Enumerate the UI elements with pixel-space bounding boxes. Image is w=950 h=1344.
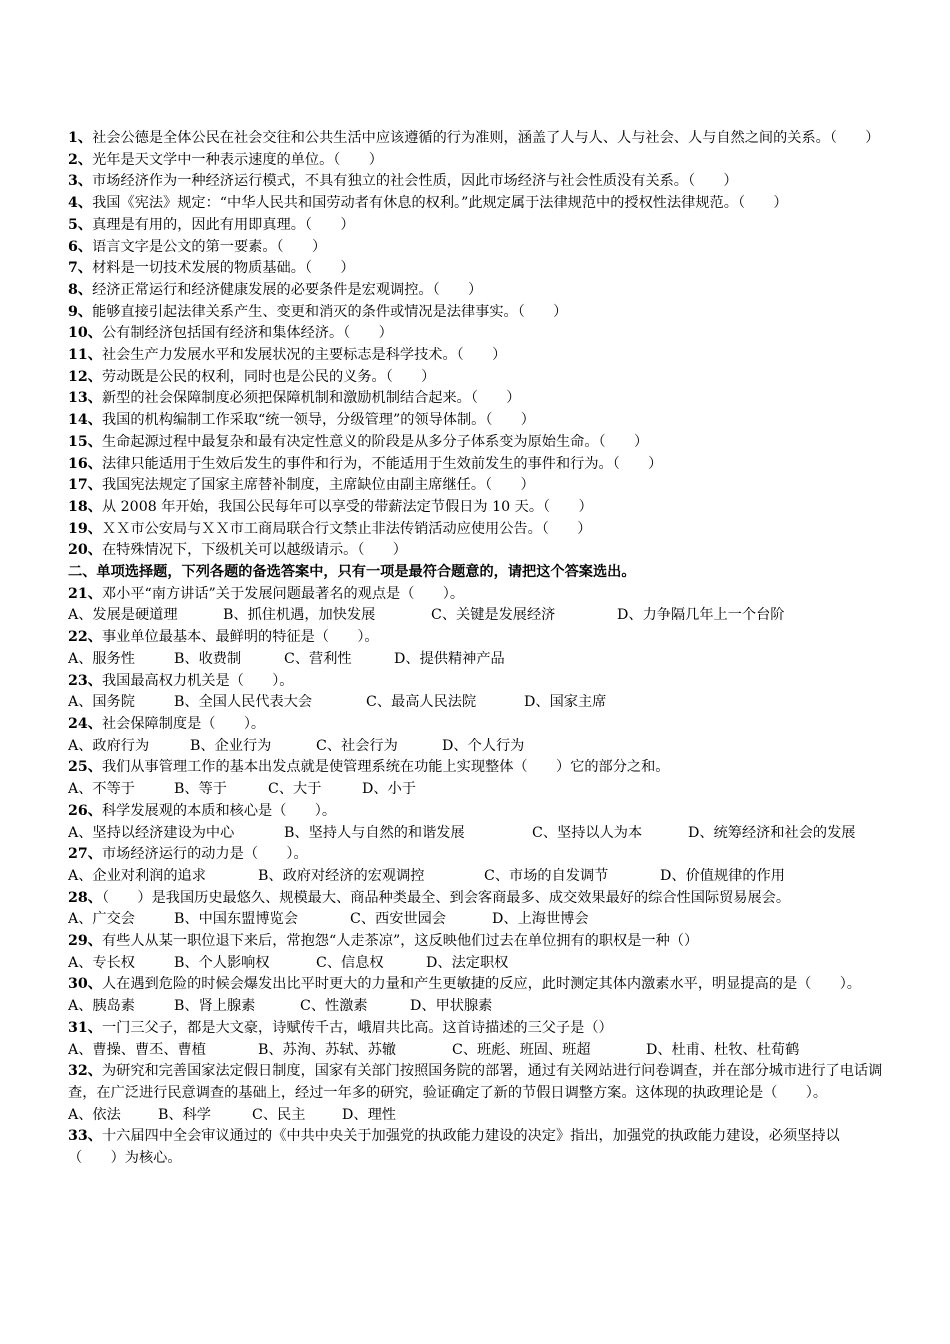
option-b: B、个人影响权 [174, 954, 270, 971]
option-c: C、性激素 [300, 998, 368, 1015]
option-a: A、依法 [68, 1106, 121, 1123]
option-c: C、信息权 [316, 954, 384, 971]
option-a: A、发展是硬道理 [68, 607, 178, 624]
option-c: C、营利性 [284, 650, 352, 667]
option-c: C、大于 [268, 781, 322, 798]
document-page [68, 128, 886, 1170]
question-16: 16、法律只能适用于生效后发生的事件和行为，不能适用于生效前发生的事件和行为。（ ） [68, 455, 663, 472]
option-b: B、政府对经济的宏观调控 [258, 867, 425, 884]
options-27 [68, 866, 886, 888]
question-5: 5、真理是有用的，因此有用即真理。（ ） [68, 216, 355, 233]
question-31: 31、一门三父子，都是大文豪，诗赋传千古，峨眉共比高。这首诗描述的三父子是（） [68, 1019, 613, 1036]
option-b: B、坚持人与自然的和谐发展 [284, 824, 465, 841]
option-c: C、坚持以人为本 [532, 824, 643, 841]
option-a: A、服务性 [68, 650, 135, 667]
option-a: A、胰岛素 [68, 998, 135, 1015]
question-8: 8、经济正常运行和经济健康发展的必要条件是宏观调控。（ ） [68, 281, 483, 298]
option-d: D、小于 [362, 781, 416, 798]
option-d: D、价值规律的作用 [660, 867, 785, 884]
option-d: D、国家主席 [524, 694, 607, 711]
option-a: A、曹操、曹丕、曹植 [68, 1041, 206, 1058]
option-a: A、国务院 [68, 694, 135, 711]
option-a: A、广交会 [68, 911, 135, 928]
question-15: 15、生命起源过程中最复杂和最有决定性意义的阶段是从多分子体系变为原始生命。（ ） [68, 433, 649, 450]
option-b: B、中国东盟博览会 [174, 911, 298, 928]
option-d: D、力争隔几年上一个台阶 [617, 607, 785, 624]
option-c: C、社会行为 [316, 737, 398, 754]
options-22 [68, 649, 886, 671]
question-24: 24、社会保障制度是（ ）。 [68, 715, 266, 732]
question-17: 17、我国宪法规定了国家主席替补制度，主席缺位由副主席继任。（ ） [68, 477, 535, 494]
question-2: 2、光年是天文学中一种表示速度的单位。（ ） [68, 151, 383, 168]
option-d: D、提供精神产品 [394, 650, 505, 667]
option-a: A、政府行为 [68, 737, 150, 754]
section-heading: 二、单项选择题，下列各题的备选答案中，只有一项是最符合题意的，请把这个答案选出。 [68, 564, 636, 581]
question-10: 10、公有制经济包括国有经济和集体经济。（ ） [68, 325, 393, 342]
question-20: 20、在特殊情况下，下级机关可以越级请示。（ ） [68, 542, 407, 559]
option-d: D、法定职权 [426, 954, 509, 971]
question-1: 1、社会公德是全体公民在社会交往和公共生活中应该遵循的行为准则，涵盖了人与人、人与社会、人与自然之间的关系。（ ） [68, 130, 880, 146]
question-9: 9、能够直接引起法律关系产生、变更和消灭的条件或情况是法律事实。（ ） [68, 303, 568, 320]
option-c: C、关键是发展经济 [431, 607, 556, 624]
option-c: C、最高人民法院 [366, 694, 477, 711]
option-b: B、收费制 [174, 650, 242, 667]
question-27: 27、市场经济运行的动力是（ ）。 [68, 846, 308, 863]
question-19: 19、ＸＸ市公安局与ＸＸ市工商局联合行文禁止非法传销活动应使用公告。（ ） [68, 520, 592, 537]
question-3: 3、市场经济作为一种经济运行模式，不具有独立的社会性质，因此市场经济与社会性质没有关系。（ ） [68, 173, 738, 190]
question-29: 29、有些人从某一职位退下来后，常抱怨“人走茶凉”，这反映他们过去在单位拥有的职权是一种（） [68, 933, 699, 950]
question-22: 22、事业单位最基本、最鲜明的特征是（ ）。 [68, 629, 379, 646]
option-b: B、苏洵、苏轼、苏辙 [258, 1041, 397, 1058]
option-d: D、理性 [342, 1106, 396, 1123]
question-4: 4、我国《宪法》规定：“中华人民共和国劳动者有休息的权利。”此规定属于法律规范中的授权性法律规范。（ ） [68, 195, 788, 212]
option-b: B、抓住机遇，加快发展 [223, 607, 376, 624]
question-25: 25、我们从事管理工作的基本出发点就是使管理系统在功能上实现整体（ ）它的部分之和。 [68, 759, 670, 776]
option-b: B、企业行为 [190, 737, 272, 754]
question-14: 14、我国的机构编制工作采取“统一领导，分级管理”的领导体制。（ ） [68, 412, 535, 429]
options-24 [68, 736, 886, 758]
options-28 [68, 909, 886, 931]
options-29 [68, 953, 886, 975]
question-26: 26、科学发展观的本质和核心是（ ）。 [68, 802, 337, 819]
question-28: 28、（ ）是我国历史最悠久、规模最大、商品种类最全、到会客商最多、成交效果最好的综合性国际贸易展会。 [68, 889, 791, 906]
question-6: 6、语言文字是公文的第一要素。（ ） [68, 238, 327, 255]
option-c: C、民主 [252, 1106, 306, 1123]
option-b: B、等于 [174, 781, 227, 798]
options-21 [68, 605, 886, 627]
option-d: D、统筹经济和社会的发展 [688, 824, 856, 841]
question-12: 12、劳动既是公民的权利，同时也是公民的义务。（ ） [68, 368, 436, 385]
option-d: D、上海世博会 [492, 911, 589, 928]
question-32: 32、为研究和完善国家法定假日制度，国家有关部门按照国务院的部署，通过有关网站进行问卷调查，并在部分城市进行了电话调查，在广泛进行民意调查的基础上，经过一年多的研究，验证确定了新的节假日调整方案。这体现的执政理论是（ ）。 [68, 1063, 883, 1101]
question-33: 33、十六届四中全会审议通过的《中共中央关于加强党的执政能力建设的决定》指出，加强党的执政能力建设，必须坚持以（ ）为核心。 [68, 1128, 840, 1167]
option-c: C、市场的自发调节 [484, 867, 609, 884]
options-23 [68, 692, 886, 714]
option-d: D、个人行为 [442, 737, 525, 754]
option-c: C、西安世园会 [350, 911, 446, 928]
options-25 [68, 779, 886, 801]
option-d: D、杜甫、杜牧、杜荀鹤 [646, 1041, 800, 1058]
option-d: D、甲状腺素 [410, 998, 493, 1015]
option-c: C、班彪、班固、班超 [452, 1041, 591, 1058]
options-31 [68, 1040, 886, 1062]
option-b: B、全国人民代表大会 [174, 694, 313, 711]
option-a: A、专长权 [68, 954, 135, 971]
option-a: A、企业对利润的追求 [68, 867, 206, 884]
options-30 [68, 996, 886, 1018]
options-32 [68, 1105, 886, 1127]
question-23: 23、我国最高权力机关是（ ）。 [68, 672, 294, 689]
options-26 [68, 823, 886, 845]
question-21: 21、邓小平“南方讲话”关于发展问题最著名的观点是（ ）。 [68, 585, 465, 602]
question-13: 13、新型的社会保障制度必须把保障机制和激励机制结合起来。（ ） [68, 390, 521, 407]
option-b: B、肾上腺素 [174, 998, 256, 1015]
option-b: B、科学 [158, 1106, 211, 1123]
question-18: 18、从 2008 年开始，我国公民每年可以享受的带薪法定节假日为 10 天。（ ） [68, 498, 593, 515]
option-a: A、坚持以经济建设为中心 [68, 824, 235, 841]
question-30: 30、人在遇到危险的时候会爆发出比平时更大的力量和产生更敏捷的反应，此时测定其体内激素水平，明显提高的是（ ）。 [68, 976, 861, 993]
question-7: 7、材料是一切技术发展的物质基础。（ ） [68, 260, 355, 277]
question-11: 11、社会生产力发展水平和发展状况的主要标志是科学技术。（ ） [68, 347, 507, 364]
option-a: A、不等于 [68, 781, 135, 798]
